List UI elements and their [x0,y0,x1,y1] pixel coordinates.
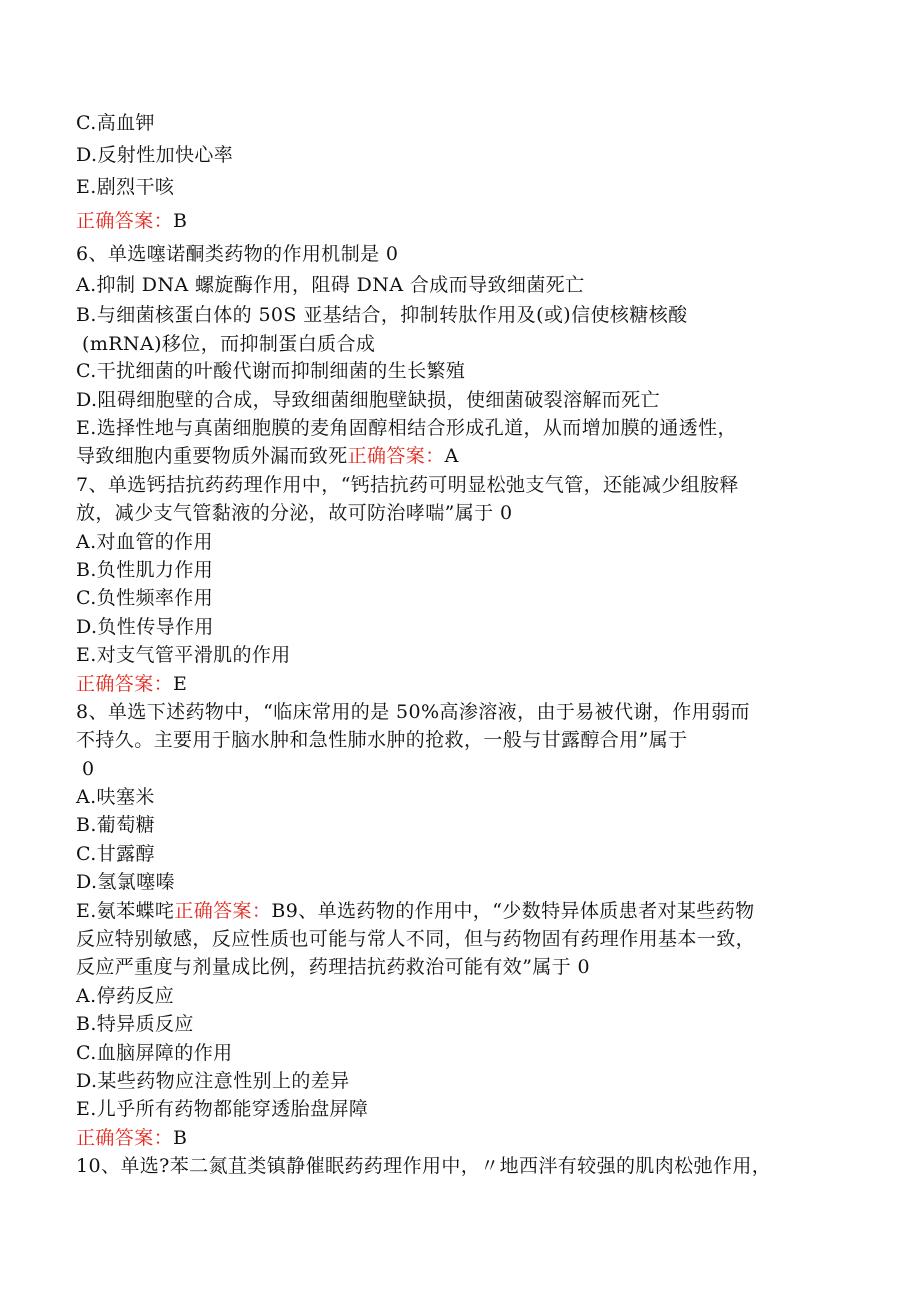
q7-stem-line1: 7、单选钙拮抗药药理作用中，“钙拮抗药可明显松弛支气管，还能减少组胺释 [76,474,739,496]
q8-option-d: D.氢氯噻嗪 [76,871,175,893]
q8-option-b: B.葡萄糖 [76,814,156,836]
q5-option-c: C.高血钾 [76,112,155,134]
q6-option-b-line2: (mRNA)移位，而抑制蛋白质合成 [82,333,376,355]
q7-option-b: B.负性肌力作用 [76,559,214,581]
q9-option-c: C.血脑屏障的作用 [76,1042,233,1064]
q6-option-c: C.干扰细菌的叶酸代谢而抑制细菌的生长繁殖 [76,360,466,382]
q9-stem-line1: 9、单选药物的作用中，“少数特异体质患者对某些药物 [285,900,755,922]
q5-option-e: E.剧烈干咳 [76,176,175,198]
q5-option-d: D.反射性加快心率 [76,144,234,166]
q8-option-e: E.氨苯蝶咤 [76,900,175,922]
q5-answer [76,208,187,234]
q5-answer-label: 正确答案： [76,210,174,232]
q9-option-e: E.儿乎所有药物都能穿透胎盘屏障 [76,1098,369,1120]
q6-option-d: D.阻碍细胞壁的合成，导致细菌细胞壁缺损，使细菌破裂溶解而死亡 [76,389,660,411]
q6-stem: 6、单选噻诺酮类药物的作用机制是 0 [76,243,399,265]
q7-option-a: A.对血管的作用 [76,531,213,553]
q6-option-b-line1: B.与细菌核蛋白体的 50S 亚基结合，抑制转肽作用及(或)信使核糖核酸 [76,304,688,326]
q8-answer-value: B [271,900,286,922]
q6-option-e-line1: E.选择性地与真菌细胞膜的麦角固醇相结合形成孔道，从而增加膜的通透性， [76,417,737,439]
q9-option-d: D.某些药物应注意性别上的差异 [76,1070,350,1092]
q10-stem-line1: 10、单选?苯二氮苴类镇静催眠药药理作用中，〃地西泮有较强的肌肉松弛作用， [76,1155,772,1177]
q7-option-c: C.负性频率作用 [76,587,214,609]
q6-option-a: A.抑制 DNA 螺旋酶作用，阻碍 DNA 合成而导致细菌死亡 [76,274,585,296]
q8-stem-line3: 0 [82,758,95,780]
q7-answer-value: E [173,673,188,695]
q7-stem-line2: 放，减少支气管黏液的分泌，故可防治哮喘”属于 0 [76,502,513,524]
q8-option-a: A.呋塞米 [76,786,155,808]
q9-answer-label: 正确答案： [76,1127,174,1149]
q6-option-e-line2-with-answer [76,443,459,469]
q7-option-e: E.对支气管平滑肌的作用 [76,644,291,666]
q9-option-b: B.特异质反应 [76,1013,194,1035]
q9-answer [76,1125,187,1151]
q6-answer-label: 正确答案： [347,445,445,467]
q8-option-e-with-answer-and-q9 [76,898,755,924]
q5-answer-value: B [173,210,188,232]
q6-answer-value: A [444,445,459,467]
q6-option-e-line2: 导致细胞内重要物质外漏而致死 [76,445,348,467]
q9-stem-line3: 反应严重度与剂量成比例，药理拮抗药救治可能有效”属于 0 [76,956,591,978]
q9-stem-line2: 反应特别敏感，反应性质也可能与常人不同，但与药物固有药理作用基本一致， [76,928,756,950]
q8-answer-label: 正确答案： [174,900,272,922]
q8-option-c: C.甘露醇 [76,843,155,865]
q8-stem-line2: 不持久。主要用于脑水肿和急性肺水肿的抢救，一般与甘露醇合用”属于 [76,729,688,751]
q7-answer [76,671,187,697]
q7-option-d: D.负性传导作用 [76,616,214,638]
q8-stem-line1: 8、单选下述药物中，“临床常用的是 50%高渗溶液，由于易被代谢，作用弱而 [76,701,750,723]
q9-option-a: A.停药反应 [76,985,175,1007]
q9-answer-value: B [173,1127,188,1149]
q7-answer-label: 正确答案： [76,673,174,695]
